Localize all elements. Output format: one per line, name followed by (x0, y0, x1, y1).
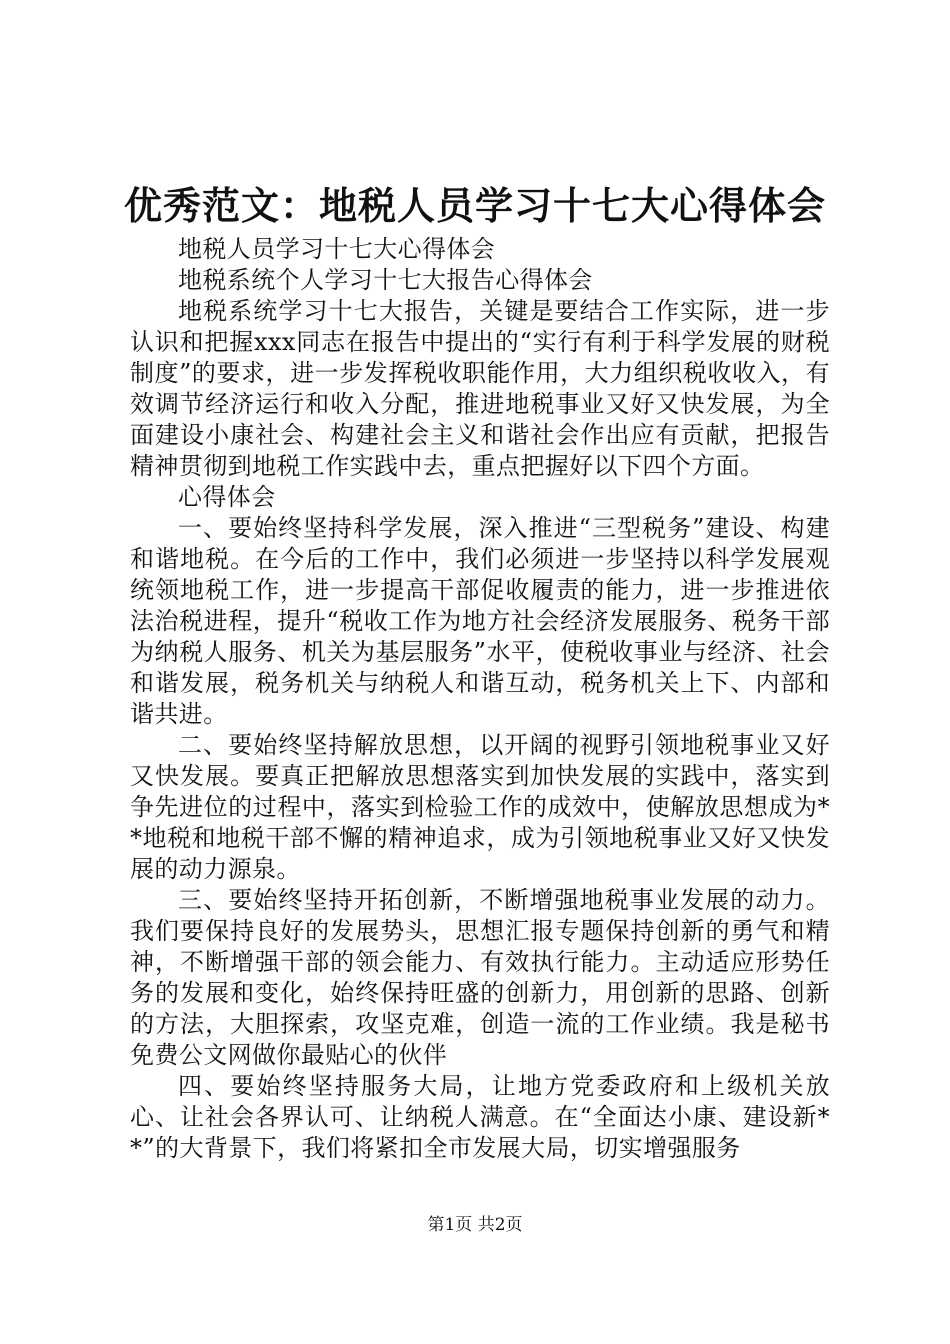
paragraph-subtitle-2: 地税系统个人学习十七大报告心得体会 (178, 266, 593, 294)
paragraph-point-3: 三、要始终坚持开拓创新，不断增强地税事业发展的动力。我们要保持良好的发展势头，思想汇报专题保持创新的勇气和精神，不断增强干部的领会能力、有效执行能力。主动适应形势任务的发展和变化，始终保持旺盛的创新力，用创新的思路、创新的方法，大胆探索，攻坚克难，创造一流的工作业绩。我是秘书免费公文网做你最贴心的伙伴 (130, 886, 830, 1069)
page-footer: 第1页 共2页 (427, 1215, 523, 1235)
paragraph-heading: 心得体会 (178, 483, 276, 511)
document-title: 优秀范文：地税人员学习十七大心得体会 (123, 183, 826, 228)
paragraph-intro: 地税系统学习十七大报告，关键是要结合工作实际，进一步认识和把握xxx同志在报告中提出的“实行有利于科学发展的财税制度”的要求，进一步发挥税收职能作用，大力组织税收收入，有效调节经济运行和收入分配，推进地税事业又好又快发展，为全面建设小康社会、构建社会主义和谐社会作出应有贡献，把报告精神贯彻到地税工作实践中去，重点把握好以下四个方面。 (130, 297, 830, 480)
paragraph-point-2: 二、要始终坚持解放思想，以开阔的视野引领地税事业又好又快发展。要真正把解放思想落实到加快发展的实践中，落实到争先进位的过程中，落实到检验工作的成效中，使解放思想成为**地税和地税干部不懈的精神追求，成为引领地税事业又好又快发展的动力源泉。 (130, 731, 830, 883)
document-body (130, 234, 830, 1164)
paragraph-point-1: 一、要始终坚持科学发展，深入推进“三型税务”建设、构建和谐地税。在今后的工作中，我们必须进一步坚持以科学发展观统领地税工作，进一步提高干部促收履责的能力，进一步推进依法治税进程，提升“税收工作为地方社会经济发展服务、税务干部为纳税人服务、机关为基层服务”水平，使税收事业与经济、社会和谐发展，税务机关与纳税人和谐互动，税务机关上下、内部和谐共进。 (130, 514, 830, 728)
paragraph-subtitle: 地税人员学习十七大心得体会 (178, 235, 496, 263)
paragraph-point-4: 四、要始终坚持服务大局，让地方党委政府和上级机关放心、让社会各界认可、让纳税人满意。在“全面达小康、建设新**”的大背景下，我们将紧扣全市发展大局，切实增强服务 (130, 1072, 830, 1162)
